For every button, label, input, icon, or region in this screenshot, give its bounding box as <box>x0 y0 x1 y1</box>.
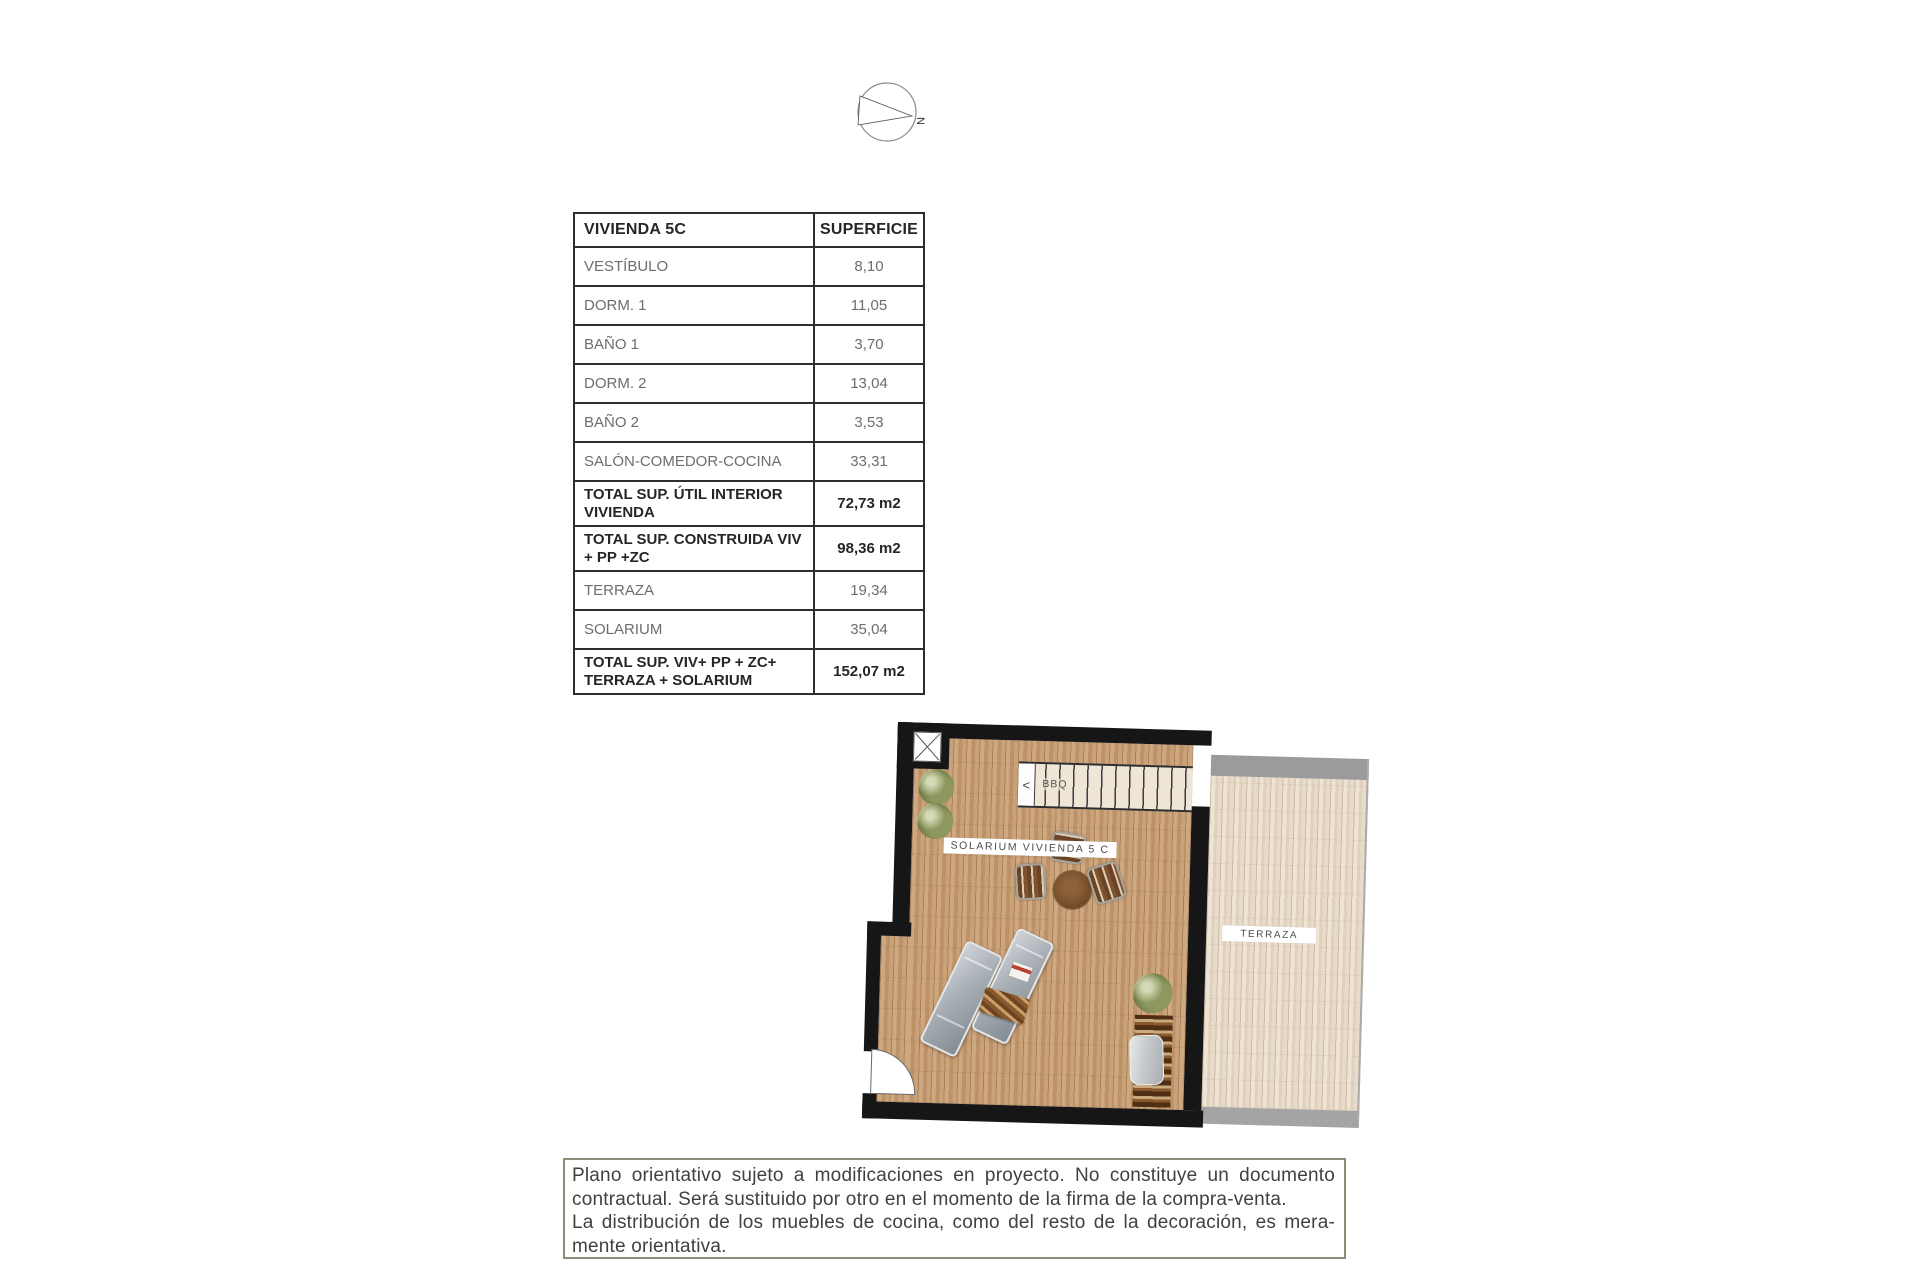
area-table-row <box>574 481 924 526</box>
terraza-bottom-shadow <box>1201 1107 1359 1128</box>
striped-towel <box>979 987 1031 1025</box>
disclaimer-line: mente orientativa. <box>572 1235 727 1257</box>
terraza-floor <box>1201 776 1368 1111</box>
area-table-header-row <box>574 213 924 247</box>
room-name-cell: TOTAL SUP. ÚTIL INTERIOR VIVIENDA <box>574 481 814 526</box>
surface-value-cell: 13,04 <box>814 364 924 403</box>
area-table-row <box>574 610 924 649</box>
room-name-cell: DORM. 2 <box>574 364 814 403</box>
solarium-room-label: SOLARIUM VIVIENDA 5 C <box>943 837 1116 858</box>
surface-value-cell: 33,31 <box>814 442 924 481</box>
skylight-box <box>913 731 942 762</box>
room-name-cell: BAÑO 1 <box>574 325 814 364</box>
surface-value-cell: 11,05 <box>814 286 924 325</box>
entrance-door <box>862 1043 928 1105</box>
room-name-cell: DORM. 1 <box>574 286 814 325</box>
room-name-cell: BAÑO 2 <box>574 403 814 442</box>
room-name-cell: VESTÍBULO <box>574 247 814 286</box>
area-table-body <box>574 213 924 694</box>
area-table-row <box>574 364 924 403</box>
lounger-frame-bar <box>1016 944 1044 958</box>
disclaimer-box <box>563 1158 1346 1259</box>
chair-left <box>1015 863 1047 901</box>
stairs-to-solarium <box>1018 761 1193 812</box>
lounger-frame-bar <box>964 956 992 970</box>
table-header-dwelling: VIVIENDA 5C <box>574 213 814 247</box>
room-name-cell: TOTAL SUP. VIV+ PP + ZC+ TERRAZA + SOLARIUM <box>574 649 814 694</box>
terraza-top-shadow <box>1211 755 1370 780</box>
room-name-cell: TOTAL SUP. CONSTRUIDA VIV + PP +ZC <box>574 526 814 571</box>
surface-value-cell: 152,07 m2 <box>814 649 924 694</box>
door-swing-arc <box>871 1049 916 1094</box>
area-table-row <box>574 571 924 610</box>
surface-area-table <box>573 212 925 695</box>
disclaimer-line: La distribución de los muebles de cocina, como del resto de la decoración, es mera- <box>572 1212 1335 1233</box>
skylight-x-icon <box>914 732 941 761</box>
table-header-surface: SUPERFICIE <box>814 213 924 247</box>
lounger-frame-bar <box>937 1014 965 1028</box>
surface-value-cell: 72,73 m2 <box>814 481 924 526</box>
surface-value-cell: 3,53 <box>814 403 924 442</box>
compass-north-label: N <box>914 117 926 125</box>
surface-value-cell: 3,70 <box>814 325 924 364</box>
area-table-row <box>574 649 924 694</box>
area-table-row <box>574 442 924 481</box>
area-table-row <box>574 526 924 571</box>
surface-value-cell: 35,04 <box>814 610 924 649</box>
surface-value-cell: 98,36 m2 <box>814 526 924 571</box>
north-compass <box>848 74 948 158</box>
bbq-label: BBQ <box>1042 778 1068 791</box>
magazine <box>1009 961 1033 982</box>
area-table-row <box>574 247 924 286</box>
mat-lounger-cushion <box>1129 1035 1164 1086</box>
area-table-row <box>574 403 924 442</box>
disclaimer-line: Plano orientativo sujeto a modificaciones en proyecto. No constituye un documento <box>572 1165 1335 1186</box>
floor-plan <box>887 722 1378 1135</box>
disclaimer-line: contractual. Será sustituido por otro en el momento de la firma de la compra-venta. <box>572 1188 1287 1210</box>
room-name-cell: SOLARIUM <box>574 610 814 649</box>
area-table-row <box>574 325 924 364</box>
compass-needle-outline-icon <box>858 96 912 125</box>
stairs-direction-arrow-icon: < <box>1018 763 1036 805</box>
surface-value-cell: 8,10 <box>814 247 924 286</box>
room-name-cell: SALÓN-COMEDOR-COCINA <box>574 442 814 481</box>
terraza-room-label: TERRAZA <box>1222 925 1316 944</box>
area-table-row <box>574 286 924 325</box>
surface-value-cell: 19,34 <box>814 571 924 610</box>
room-name-cell: TERRAZA <box>574 571 814 610</box>
